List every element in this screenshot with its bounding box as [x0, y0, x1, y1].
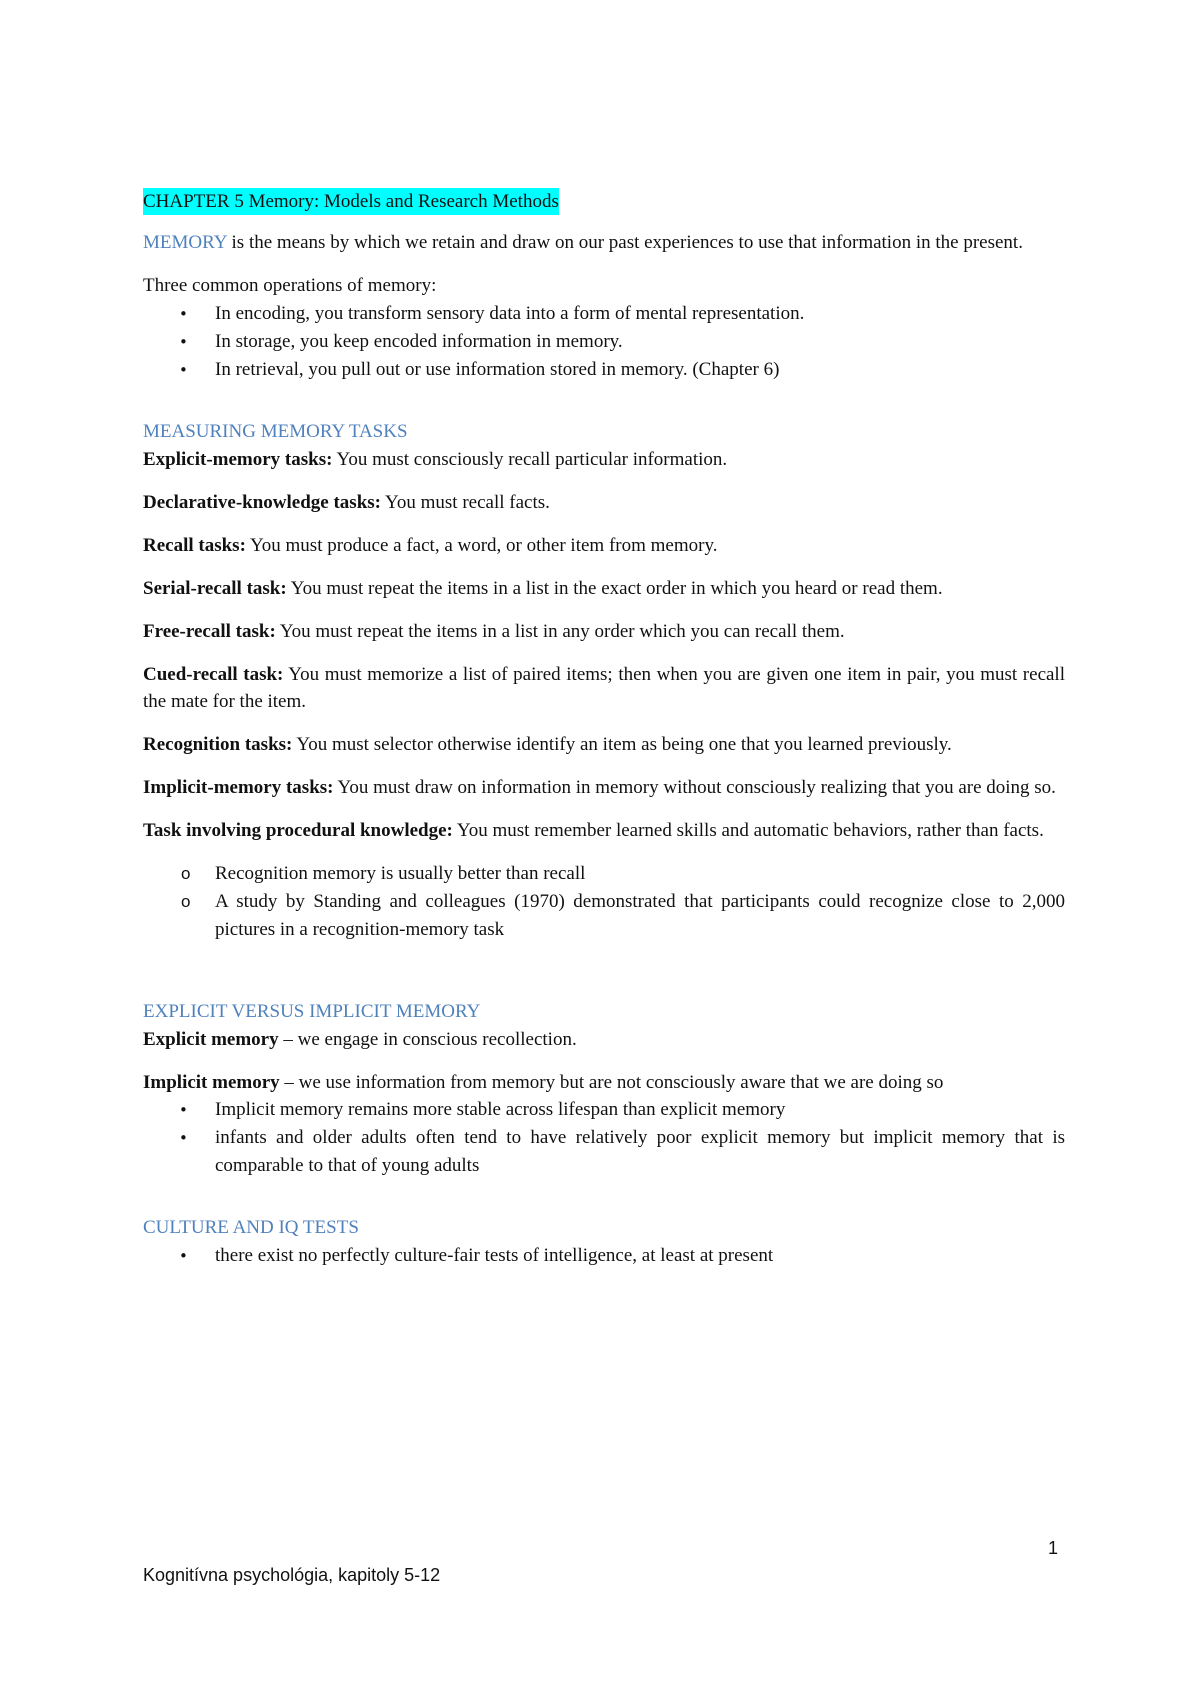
definition-term: Explicit memory — [143, 1029, 279, 1050]
definition-term: Implicit memory — [143, 1072, 280, 1093]
section-heading-explicit-implicit: EXPLICIT VERSUS IMPLICIT MEMORY — [143, 1001, 481, 1022]
operations-lead: Three common operations of memory: — [143, 275, 437, 296]
list-item: o Recognition memory is usually better than recall — [143, 860, 1065, 888]
list-item: • In retrieval, you pull out or use information stored in memory. (Chapter 6) — [143, 356, 1065, 384]
definition-paragraph: Implicit memory – we use information from memory but are not consciously aware that we are doing so — [143, 1072, 944, 1093]
definition-paragraph: Serial-recall task: You must repeat the items in a list in the exact order in which you heard or read them. — [143, 578, 943, 599]
definition-term: Declarative-knowledge tasks: — [143, 492, 381, 513]
definition-paragraph: Explicit-memory tasks: You must consciously recall particular information. — [143, 449, 728, 470]
intro-term: MEMORY — [143, 232, 227, 253]
page-number: 1 — [1048, 1538, 1059, 1558]
definition-term: Serial-recall task: — [143, 578, 287, 599]
definition-term: Recognition tasks: — [143, 734, 293, 755]
section-heading-measuring: MEASURING MEMORY TASKS — [143, 421, 408, 442]
bullet-icon: • — [179, 1101, 188, 1119]
definition-paragraph: Declarative-knowledge tasks: You must recall facts. — [143, 492, 550, 513]
page-footer: Kognitívna psychológia, kapitoly 5-12 — [143, 1565, 441, 1585]
bullet-icon: • — [179, 1129, 188, 1147]
list-item: • infants and older adults often tend to have relatively poor explicit memory but implicit memory that is comparable to that of young adults — [143, 1124, 1065, 1180]
circle-bullet-icon: o — [181, 892, 191, 911]
definition-paragraph: Implicit-memory tasks: You must draw on information in memory without consciously realizing that you are doing so. — [143, 777, 1056, 798]
definition-term: Recall tasks: — [143, 535, 246, 556]
definition-term: Explicit-memory tasks: — [143, 449, 333, 470]
notes-list — [143, 860, 1065, 944]
definition-paragraph: Task involving procedural knowledge: You must remember learned skills and automatic behaviors, rather than facts. — [143, 820, 1044, 841]
definition-term: Implicit-memory tasks: — [143, 777, 334, 798]
page-content — [143, 188, 1065, 1286]
definition-paragraph: Cued-recall task: You must memorize a list of paired items; then when you are given one item in pair, you must recall the mate for the item. — [143, 664, 1065, 712]
list-item: • there exist no perfectly culture-fair tests of intelligence, at least at present — [143, 1242, 1065, 1270]
operations-list — [143, 300, 1065, 384]
explicit-implicit-list — [143, 1096, 1065, 1180]
list-item: • In storage, you keep encoded information in memory. — [143, 328, 1065, 356]
section-heading-culture: CULTURE AND IQ TESTS — [143, 1217, 359, 1238]
definition-term: Cued-recall task: — [143, 664, 284, 685]
list-item: • In encoding, you transform sensory data into a form of mental representation. — [143, 300, 1065, 328]
list-item: o A study by Standing and colleagues (1970) demonstrated that participants could recognize close to 2,000 pictures in a recognition-memory task — [143, 888, 1065, 944]
bullet-icon: • — [179, 361, 188, 379]
bullet-icon: • — [179, 305, 188, 323]
bullet-icon: • — [179, 333, 188, 351]
definition-paragraph: Recognition tasks: You must selector otherwise identify an item as being one that you learned previously. — [143, 734, 952, 755]
intro-paragraph — [143, 229, 1065, 256]
definition-term: Free-recall task: — [143, 621, 276, 642]
culture-list — [143, 1242, 1065, 1270]
intro-text: is the means by which we retain and draw on our past experiences to use that information in the present. — [226, 232, 1023, 253]
bullet-icon: • — [179, 1247, 188, 1265]
circle-bullet-icon: o — [181, 864, 191, 883]
definition-term: Task involving procedural knowledge: — [143, 820, 453, 841]
definition-paragraph: Explicit memory – we engage in conscious recollection. — [143, 1029, 577, 1050]
definition-paragraph: Free-recall task: You must repeat the items in a list in any order which you can recall them. — [143, 621, 845, 642]
list-item: • Implicit memory remains more stable across lifespan than explicit memory — [143, 1096, 1065, 1124]
definition-paragraph: Recall tasks: You must produce a fact, a word, or other item from memory. — [143, 535, 718, 556]
chapter-title: CHAPTER 5 Memory: Models and Research Methods — [143, 188, 559, 215]
